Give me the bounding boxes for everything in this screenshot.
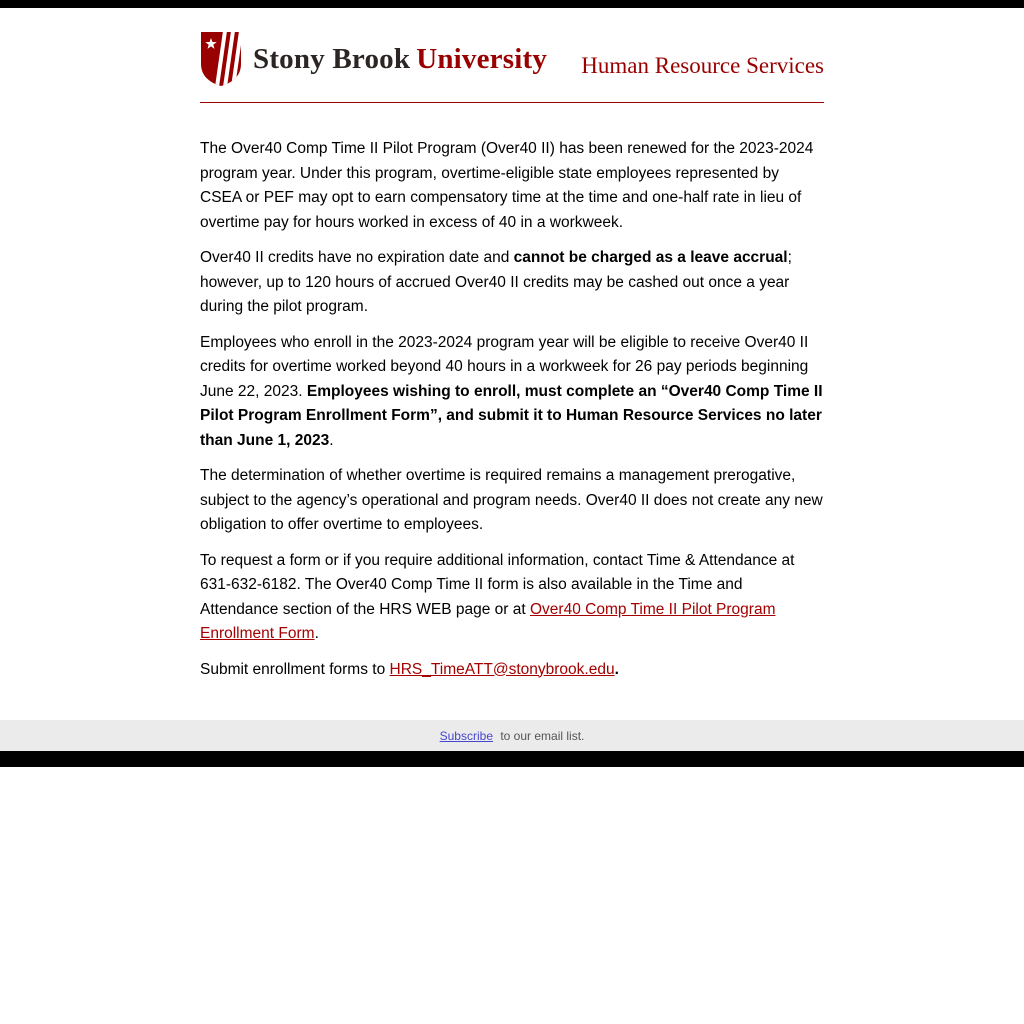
paragraph: [200, 658, 824, 683]
hrs-email-link[interactable]: HRS_TimeATT@stonybrook.edu: [389, 660, 615, 678]
university-wordmark: [253, 43, 547, 76]
article-body: [200, 137, 824, 682]
text-segment: Submit enrollment forms to: [200, 660, 390, 678]
wordmark-stony-brook: Stony Brook: [253, 42, 411, 75]
university-shield-icon: [200, 31, 242, 87]
text-segment: cannot be charged as a leave accrual: [513, 249, 788, 266]
text-segment: Over40 II credits have no expiration date and: [200, 249, 514, 266]
content-area: [0, 8, 1024, 720]
footer-content: [440, 729, 585, 743]
text-segment: The determination of whether overtime is required remains a management prerogative, subject to the agency’s operational and program needs. Over40 II does not create any new obligation to offer overtime to employees.: [200, 467, 823, 533]
text-segment: ; however, up to 120 hours of accrued Over40 II credits may be cashed out once a year during the pilot program.: [200, 249, 792, 315]
text-segment: The Over40 Comp Time II Pilot Program (Over40 II) has been renewed for the 2023-2024 program year. Under this program, overtime-eligible state employees represented by CSEA or PEF may opt to earn compensatory time at the time and one-half rate in lieu of overtime pay for hours worked in excess of 40 in a workweek.: [200, 140, 814, 231]
page-container: [200, 8, 824, 682]
header: [200, 31, 824, 87]
paragraph: [200, 464, 824, 538]
text-segment: .: [614, 660, 619, 678]
subscribe-link[interactable]: Subscribe: [439, 728, 493, 743]
text-segment: Employees who enroll in the 2023-2024 program year will be eligible to receive Over40 II credits for overtime worked beyond 40 hours in a workweek for 26 pay periods beginning June 22, 2023.: [200, 333, 809, 400]
text-segment: .: [314, 625, 319, 642]
text-segment: To request a form or if you require additional information, contact Time & Attendance at 631-632-6182. The Over40 Comp Time II form is also available in the Time and Attendance section of the HRS WEB page or at: [200, 551, 795, 618]
department-title: Human Resource Services: [581, 53, 824, 78]
header-divider: [200, 102, 824, 103]
paragraph: [200, 549, 824, 647]
enrollment-form-link[interactable]: Over40 Comp Time II Pilot Program Enrollment Form: [200, 600, 776, 642]
footer-text: to our email list.: [500, 728, 585, 743]
paragraph: [200, 246, 824, 320]
text-segment: .: [329, 431, 334, 449]
top-black-bar: [0, 0, 1024, 8]
bottom-black-bar: [0, 751, 1024, 767]
paragraph: [200, 331, 824, 454]
footer-bar: [0, 720, 1024, 751]
wordmark-university: University: [416, 42, 548, 75]
paragraph: [200, 137, 824, 235]
university-brand-link[interactable]: [200, 31, 547, 87]
text-segment: Employees wishing to enroll, must complete an “Over40 Comp Time II Pilot Program Enrollment Form”, and submit it to Human Resource Services no later than June 1, 2023: [200, 382, 823, 449]
